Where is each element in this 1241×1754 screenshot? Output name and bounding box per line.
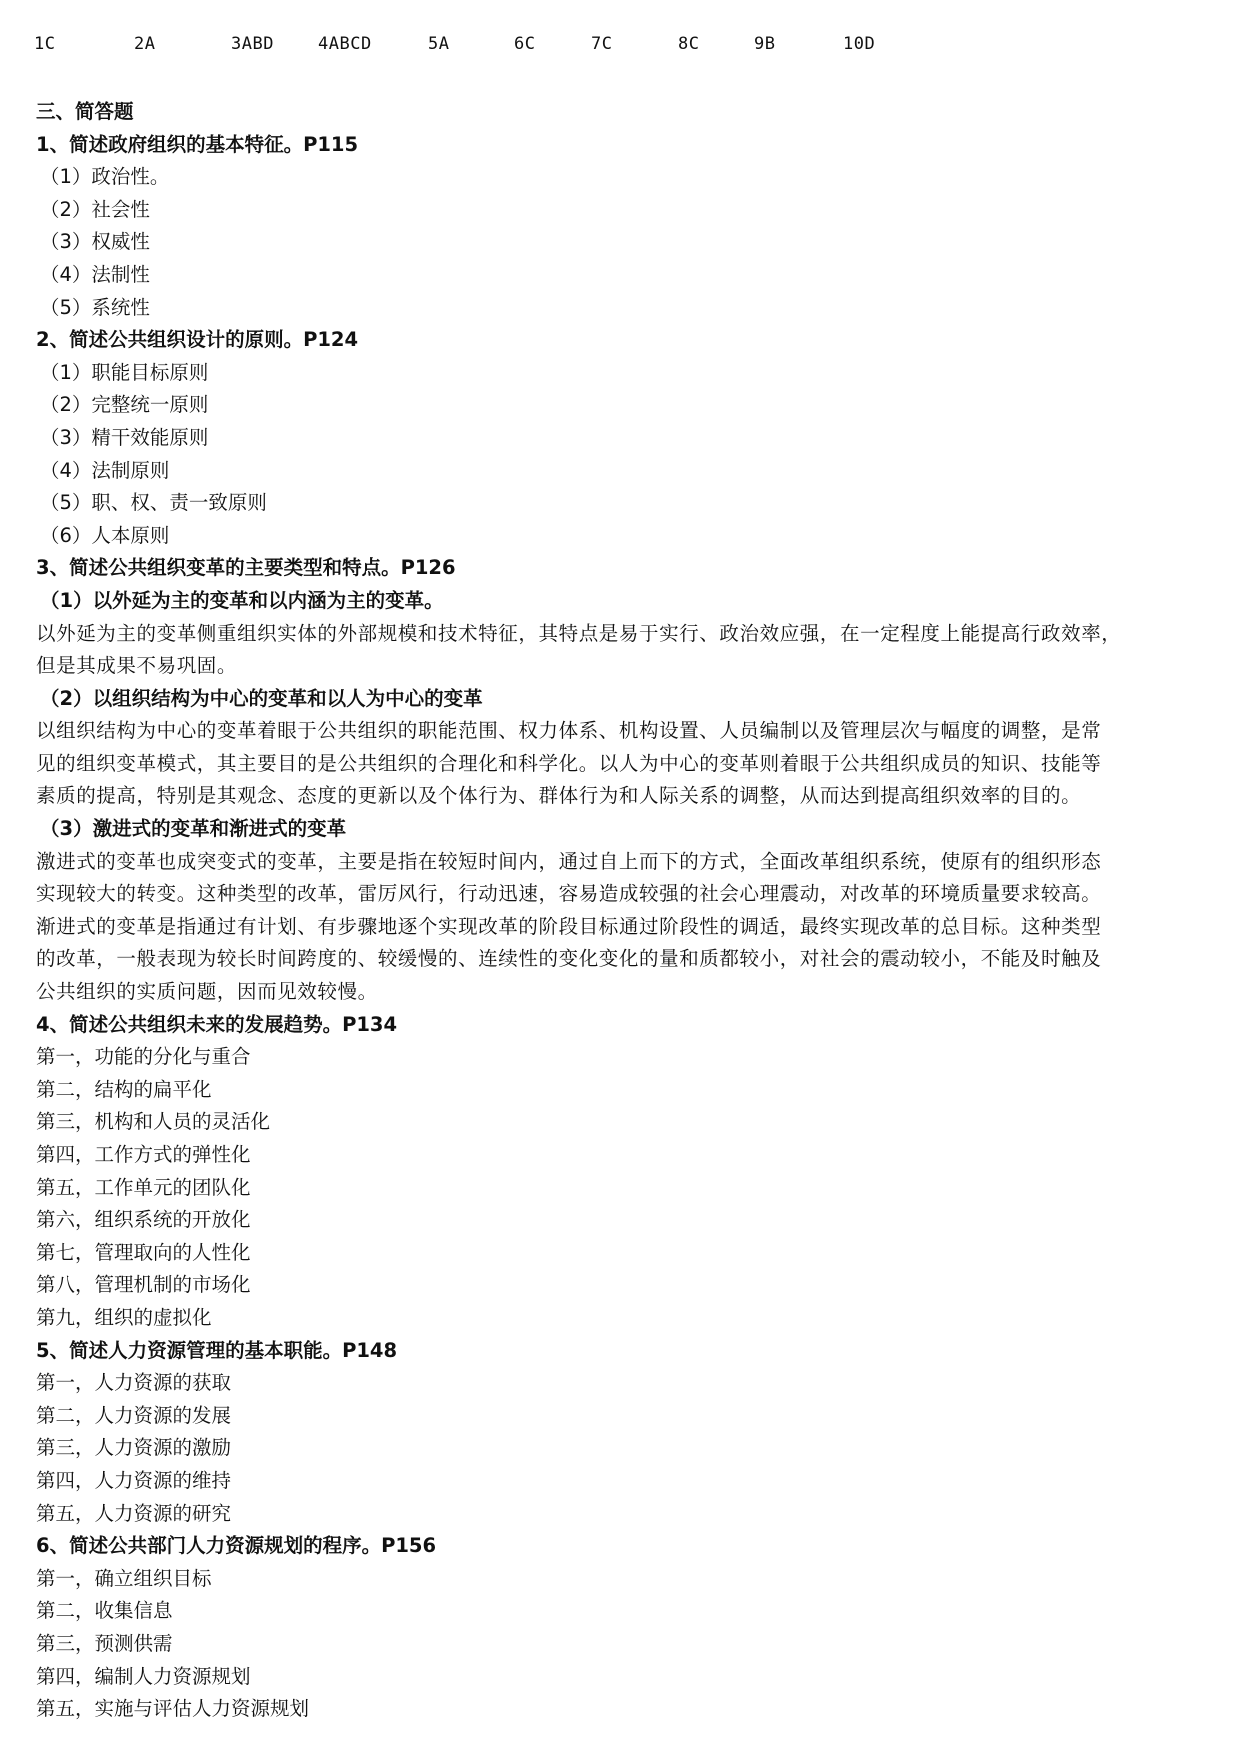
subsection-heading: （3）激进式的变革和渐进式的变革 — [40, 817, 347, 841]
list-item: 第三，人力资源的激励 — [36, 1436, 232, 1460]
answer-key-item: 4ABCD — [318, 34, 372, 54]
paragraph-line: 以组织结构为中心的变革着眼于公共组织的职能范围、权力体系、机构设置、人员编制以及管理层次与幅度的调整，是常 — [36, 719, 1102, 743]
list-item: （6）人本原则 — [40, 523, 170, 547]
list-item: 第二，收集信息 — [36, 1599, 173, 1623]
list-item: （1）政治性。 — [40, 165, 170, 189]
list-item: 第五，工作单元的团队化 — [36, 1175, 251, 1199]
list-item: 第五，实施与评估人力资源规划 — [36, 1697, 310, 1721]
list-item: 第六，组织系统的开放化 — [36, 1208, 251, 1232]
answer-key-item: 6C — [514, 34, 536, 54]
paragraph-line: 但是其成果不易巩固。 — [36, 654, 238, 678]
list-item: 第三，预测供需 — [36, 1631, 173, 1655]
list-item: （5）系统性 — [40, 295, 150, 319]
paragraph-line: 渐进式的变革是指通过有计划、有步骤地逐个实现改革的阶段目标通过阶段性的调适，最终实现改革的总目标。这种类型 — [36, 914, 1102, 938]
list-item: 第四，工作方式的弹性化 — [36, 1143, 251, 1166]
list-item: 第一，确立组织目标 — [36, 1566, 212, 1590]
answer-key-item: 8C — [678, 34, 700, 54]
short-answer-section — [36, 96, 1206, 1726]
answer-key-item: 9B — [754, 34, 776, 54]
answer-key-item: 10D — [843, 34, 876, 54]
list-item: 第三，机构和人员的灵活化 — [36, 1110, 271, 1134]
list-item: （3）权威性 — [40, 230, 150, 254]
paragraph-line: 以外延为主的变革侧重组织实体的外部规模和技术特征，其特点是易于实行、政治效应强，在一定程度上能提高行政效率， — [36, 621, 1122, 645]
paragraph-line: 素质的提高，特别是其观念、态度的更新以及个体行为、群体行为和人际关系的调整，从而达到提高组织效率的目的。 — [36, 784, 1082, 808]
list-item: 第四，编制人力资源规划 — [36, 1664, 251, 1688]
list-item: 第五，人力资源的研究 — [36, 1501, 232, 1525]
paragraph — [36, 715, 1206, 813]
list-item: 第二，人力资源的发展 — [36, 1403, 232, 1427]
question-title: 3、简述公共组织变革的主要类型和特点。P126 — [36, 556, 456, 580]
list-item: （5）职、权、责一致原则 — [40, 491, 267, 515]
list-item: 第八，管理机制的市场化 — [36, 1273, 251, 1297]
list-item: （4）法制性 — [40, 262, 150, 286]
answer-key-row — [0, 34, 1241, 60]
answer-key-item: 7C — [591, 34, 613, 54]
list-item: （3）精干效能原则 — [40, 425, 209, 449]
list-item: 第四，人力资源的维持 — [36, 1468, 232, 1492]
list-item: （2）社会性 — [40, 197, 150, 221]
list-item: 第一，功能的分化与重合 — [36, 1045, 251, 1069]
question-title: 6、简述公共部门人力资源规划的程序。P156 — [36, 1534, 437, 1558]
subsection-heading: （1）以外延为主的变革和以内涵为主的变革。 — [40, 588, 444, 612]
paragraph-line: 的改革，一般表现为较长时间跨度的、较缓慢的、连续性的变化变化的量和质都较小，对社会的震动较小，不能及时触及 — [36, 947, 1102, 971]
question-title: 1、简述政府组织的基本特征。P115 — [36, 132, 359, 156]
list-item: 第九，组织的虚拟化 — [36, 1305, 212, 1329]
list-item: 第七，管理取向的人性化 — [36, 1240, 251, 1264]
answer-key-item: 1C — [34, 34, 56, 54]
list-item: （1）职能目标原则 — [40, 360, 209, 384]
subsection-heading: （2）以组织结构为中心的变革和以人为中心的变革 — [40, 686, 483, 710]
paragraph — [36, 618, 1206, 683]
answer-key-item: 5A — [428, 34, 450, 54]
list-item: 第一，人力资源的获取 — [36, 1371, 232, 1395]
list-item: （2）完整统一原则 — [40, 393, 209, 417]
section-title: 三、简答题 — [36, 100, 134, 123]
paragraph — [36, 846, 1206, 1009]
list-item: （4）法制原则 — [40, 458, 170, 482]
question-title: 2、简述公共组织设计的原则。P124 — [36, 328, 359, 352]
answer-key-item: 3ABD — [231, 34, 274, 54]
question-title: 5、简述人力资源管理的基本职能。P148 — [36, 1338, 398, 1362]
list-item: 第二，结构的扁平化 — [36, 1077, 212, 1101]
paragraph-line: 实现较大的转变。这种类型的改革，雷厉风行，行动迅速，容易造成较强的社会心理震动，对改革的环境质量要求较高。 — [36, 882, 1102, 906]
question-title: 4、简述公共组织未来的发展趋势。P134 — [36, 1012, 398, 1036]
paragraph-line: 公共组织的实质问题，因而见效较慢。 — [36, 980, 378, 1004]
answer-key-item: 2A — [134, 34, 156, 54]
paragraph-line: 见的组织变革模式，其主要目的是公共组织的合理化和科学化。以人为中心的变革则着眼于公共组织成员的知识、技能等 — [36, 751, 1102, 775]
paragraph-line: 激进式的变革也成突变式的变革，主要是指在较短时间内，通过自上而下的方式，全面改革组织系统，使原有的组织形态 — [36, 849, 1102, 873]
